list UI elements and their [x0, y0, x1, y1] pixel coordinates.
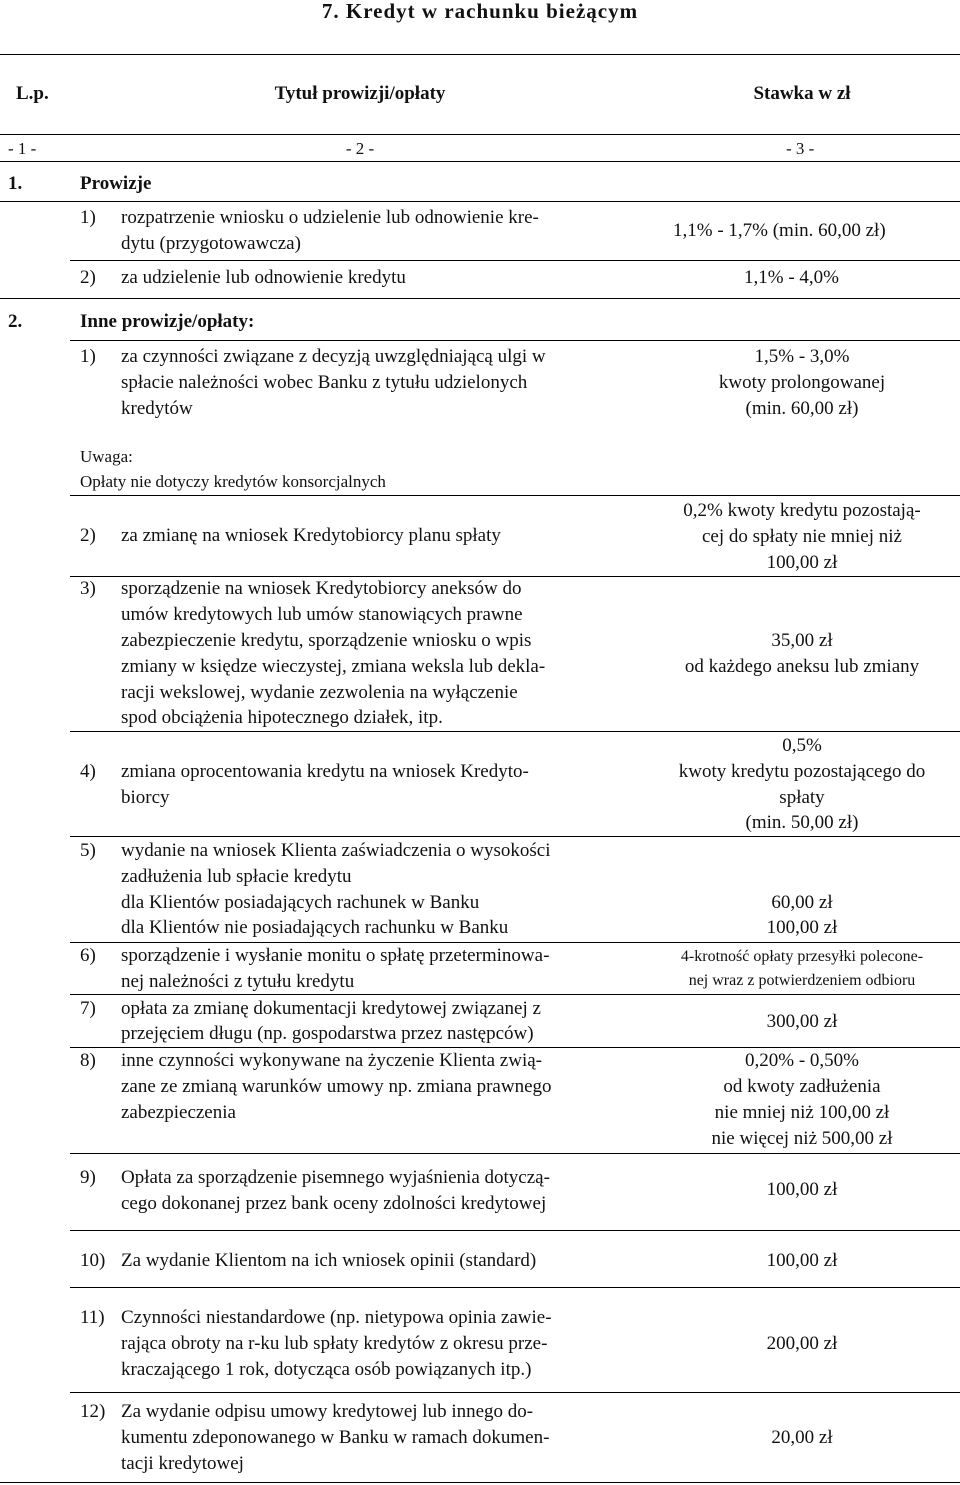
sec2-item12-line: Za wydanie odpisu umowy kredytowej lub innego do- [121, 1401, 534, 1422]
row-rule [70, 1392, 960, 1393]
sec2-item1-line: kredytów [121, 398, 193, 419]
row-rule [70, 731, 960, 732]
header-bottom-rule [0, 134, 960, 135]
sec2-item5-line: dla Klientów nie posiadających rachunku w Banku [121, 917, 509, 938]
sec2-item8-line: zane ze zmianą warunków umowy np. zmiana prawnego [121, 1076, 552, 1097]
sec2-item1-rate: (min. 60,00 zł) [745, 398, 859, 419]
sec2-item1-rate: kwoty prolongowanej [718, 372, 886, 393]
row-rule [70, 1230, 960, 1231]
sec2-item3-line: zabezpieczenie kredytu, sporządzenie wniosku o wpis [121, 630, 532, 651]
sec2-item9-rate: 100,00 zł [766, 1179, 838, 1200]
colnum-3: - 3 - [786, 139, 815, 158]
sec2-item6-rate: nej wraz z potwierdzeniem odbioru [688, 972, 916, 989]
header-top-rule [0, 54, 960, 55]
sec1-item2-rate: 1,1% - 4,0% [744, 267, 839, 288]
sec2-item4-number: 4) [80, 761, 96, 782]
sec2-item3-number: 3) [80, 578, 96, 599]
sec2-item11-number: 11) [80, 1307, 105, 1328]
row-rule [70, 495, 960, 496]
sec2-item3-line: racji wekslowej, wydanie zezwolenia na wyłączenie [121, 682, 518, 703]
sec2-title: Inne prowizje/opłaty: [80, 311, 255, 332]
sec2-title-rule [70, 340, 960, 341]
sec2-item7-number: 7) [80, 998, 96, 1019]
sec2-item11-rate: 200,00 zł [766, 1333, 838, 1354]
sec2-item3-rate: od każdego aneksu lub zmiany [684, 656, 920, 677]
sec2-item4-line: biorcy [121, 787, 170, 808]
sec2-item10-line: Za wydanie Klientom na ich wniosek opinii (standard) [121, 1250, 537, 1271]
sec2-item8-rate: 0,20% - 0,50% [745, 1050, 859, 1071]
sec2-item9-line: cego dokonanej przez bank oceny zdolności kredytowej [121, 1193, 547, 1214]
sec2-item3-line: umów kredytowych lub umów stanowiących prawne [121, 604, 523, 625]
sec1-item1-rate: 1,1% - 1,7% (min. 60,00 zł) [673, 220, 886, 241]
header-lp: L.p. [16, 83, 49, 104]
sec2-item11-line: Czynności niestandardowe (np. nietypowa opinia zawie- [121, 1307, 552, 1328]
row-rule [70, 1287, 960, 1288]
sec2-item1-line: spłacie należności wobec Banku z tytułu udzielonych [121, 372, 528, 393]
colnum-1: - 1 - [8, 139, 37, 158]
header-rate: Stawka w zł [753, 83, 851, 104]
sec1-number: 1. [8, 173, 23, 194]
sec2-item6-number: 6) [80, 945, 96, 966]
sec2-item4-line: zmiana oprocentowania kredytu na wniosek Kredyto- [121, 761, 529, 782]
sec1-title: Prowizje [80, 173, 152, 194]
sec2-item4-rate: (min. 50,00 zł) [745, 812, 859, 833]
sec2-item11-line: rająca obroty na r-ku lub spłaty kredytów z okresu prze- [121, 1333, 548, 1354]
sec2-item3-line: zmiany w księdze wieczystej, zmiana weksla lub dekla- [121, 656, 546, 677]
sec2-item4-rate: spłaty [779, 787, 825, 808]
colnum-rule [0, 161, 960, 162]
sec2-item6-line: sporządzenie i wysłanie monitu o spłatę przeterminowa- [121, 945, 550, 966]
sec2-item9-number: 9) [80, 1167, 96, 1188]
sec2-item7-line: przejęciem długu (np. gospodarstwa przez następców) [121, 1023, 534, 1044]
sec2-item2-line: za zmianę na wniosek Kredytobiorcy planu spłaty [121, 525, 501, 546]
table-bottom-rule [0, 1482, 960, 1483]
sec2-item4-rate: 0,5% [782, 735, 822, 756]
row-rule [70, 836, 960, 837]
sec2-item12-line: tacji kredytowej [121, 1453, 244, 1474]
sec2-item2-rate: 0,2% kwoty kredytu pozostają- [683, 500, 921, 521]
sec1-item1-line: dytu (przygotowawcza) [121, 233, 301, 254]
row-rule [70, 1153, 960, 1154]
sec2-item2-rate: cej do spłaty nie mniej niż [702, 526, 902, 547]
sec1-item1-line: rozpatrzenie wniosku o udzielenie lub odnowienie kre- [121, 207, 539, 228]
sec2-item4-rate: kwoty kredytu pozostającego do [678, 761, 926, 782]
sec2-item1-number: 1) [80, 346, 96, 367]
sec2-item5-line: wydanie na wniosek Klienta zaświadczenia o wysokości [121, 840, 551, 861]
row-rule [70, 994, 960, 995]
sec1-title-rule [0, 201, 960, 202]
sec2-item8-rate: nie więcej niż 500,00 zł [711, 1128, 893, 1149]
sec2-item3-line: spod obciążenia hipotecznego działek, itp. [121, 707, 443, 728]
sec2-item1-line: za czynności związane z decyzją uwzględniającą ulgi w [121, 346, 546, 367]
sec2-item3-line: sporządzenie na wniosek Kredytobiorcy aneksów do [121, 578, 522, 599]
colnum-2: - 2 - [345, 139, 375, 158]
sec2-item2-number: 2) [80, 525, 96, 546]
sec2-item8-rate: nie mniej niż 100,00 zł [714, 1102, 890, 1123]
sec2-item6-line: nej należności z tytułu kredytu [121, 971, 355, 992]
sec2-item8-line: inne czynności wykonywane na życzenie Klienta zwią- [121, 1050, 542, 1071]
sec2-item7-line: opłata za zmianę dokumentacji kredytowej związanej z [121, 998, 541, 1019]
sec1-bottom-rule [0, 298, 960, 299]
sec2-item5-line: zadłużenia lub spłacie kredytu [121, 866, 352, 887]
sec2-number: 2. [8, 311, 23, 332]
sec2-item2-rate: 100,00 zł [766, 552, 838, 573]
sec2-item12-number: 12) [80, 1401, 106, 1422]
sec2-item8-rate: od kwoty zadłużenia [723, 1076, 881, 1097]
sec2-item3-rate: 35,00 zł [771, 630, 833, 651]
row-rule [70, 260, 960, 261]
sec2-item7-rate: 300,00 zł [766, 1011, 838, 1032]
sec1-item2-number: 2) [80, 267, 96, 288]
sec2-item5-rate: 100,00 zł [766, 917, 838, 938]
header-title: Tytuł prowizji/opłaty [274, 83, 446, 104]
sec2-item1-rate: 1,5% - 3,0% [754, 346, 850, 367]
note-label: Uwaga: [80, 447, 133, 466]
page-title: 7. Kredyt w rachunku bieżącym [321, 0, 639, 23]
sec2-item11-line: kraczającego 1 rok, dotycząca osób powiązanych itp.) [121, 1359, 532, 1380]
sec1-item1-number: 1) [80, 207, 96, 228]
sec2-item9-line: Opłata za sporządzenie pisemnego wyjaśnienia dotyczą- [121, 1167, 550, 1188]
sec2-item10-number: 10) [80, 1250, 106, 1271]
sec2-item5-rate: 60,00 zł [771, 892, 833, 913]
note-text: Opłaty nie dotyczy kredytów konsorcjalnych [80, 472, 386, 491]
sec2-item6-rate: 4-krotność opłaty przesyłki polecone- [680, 948, 924, 965]
sec2-item8-number: 8) [80, 1050, 96, 1071]
sec2-item5-number: 5) [80, 840, 96, 861]
sec2-item5-line: dla Klientów posiadających rachunek w Banku [121, 892, 480, 913]
sec2-item12-rate: 20,00 zł [771, 1427, 833, 1448]
sec2-item8-line: zabezpieczenia [121, 1102, 236, 1123]
sec2-item12-line: kumentu zdeponowanego w Banku w ramach dokumen- [121, 1427, 550, 1448]
sec1-item2-text: za udzielenie lub odnowienie kredytu [121, 267, 406, 288]
sec2-item10-rate: 100,00 zł [766, 1250, 838, 1271]
